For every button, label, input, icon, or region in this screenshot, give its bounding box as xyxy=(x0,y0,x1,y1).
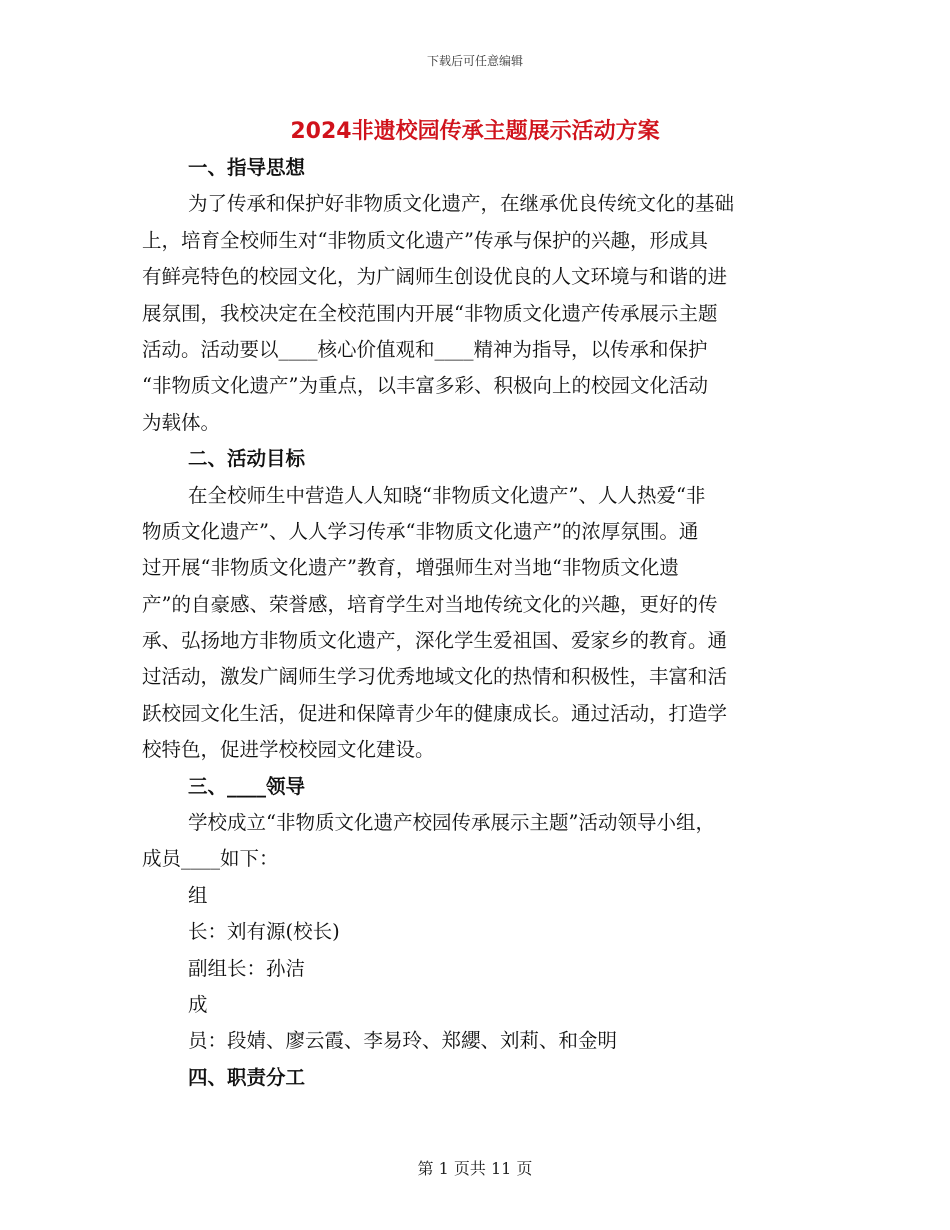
paragraph-line: 上，培育全校师生对“非物质文化遗产”传承与保护的兴趣，形成具 xyxy=(142,228,708,252)
paragraph-line: 学校成立“非物质文化遗产校园传承展示主题”活动领导小组， xyxy=(188,811,715,835)
paragraph-line: 副组长：孙洁 xyxy=(188,956,306,980)
paragraph-line: 过活动，激发广阔师生学习优秀地域文化的热情和积极性，丰富和活 xyxy=(142,665,728,689)
paragraph-line: “非物质文化遗产”为重点，以丰富多彩、积极向上的校园文化活动 xyxy=(142,374,708,398)
paragraph-line: 长：刘有源(校长) xyxy=(188,920,340,944)
paragraph-line: 承、弘扬地方非物质文化遗产，深化学生爱祖国、爱家乡的教育。通 xyxy=(142,629,728,653)
paragraph-line: 展氛围，我校决定在全校范围内开展“非物质文化遗产传承展示主题 xyxy=(142,301,718,325)
paragraph-line: 产”的自豪感、荣誉感，培育学生对当地传统文化的兴趣，更好的传 xyxy=(142,592,718,616)
section-heading: 一、指导思想 xyxy=(188,156,306,179)
page-footer: 第 1 页共 11 页 xyxy=(417,1159,533,1178)
paragraph-line: 成 xyxy=(188,992,208,1016)
paragraph-line: 在全校师生中营造人人知晓“非物质文化遗产”、人人热爱“非 xyxy=(188,483,706,507)
paragraph-line: 跃校园文化生活，促进和保障青少年的健康成长。通过活动，打造学 xyxy=(142,701,728,725)
paragraph-line: 成员____如下： xyxy=(142,847,279,871)
page-header: 下载后可任意编辑 xyxy=(426,54,523,68)
paragraph-line: 组 xyxy=(188,883,208,907)
paragraph-line: 有鲜亮特色的校园文化，为广阔师生创设优良的人文环境与和谐的进 xyxy=(142,265,728,289)
section-heading: 二、活动目标 xyxy=(188,447,306,471)
paragraph-line: 员：段婧、廖云霞、李易玲、郑纓、刘莉、和金明 xyxy=(188,1029,618,1053)
paragraph-line: 为载体。 xyxy=(142,410,221,434)
paragraph-line: 物质文化遗产”、人人学习传承“非物质文化遗产”的浓厚氛围。通 xyxy=(142,519,699,543)
paragraph-line: 为了传承和保护好非物质文化遗产，在继承优良传统文化的基础 xyxy=(188,192,735,216)
paragraph-line: 活动。活动要以____核心价值观和____精神为指导，以传承和保护 xyxy=(142,337,708,361)
paragraph-line: 过开展“非物质文化遗产”教育，增强师生对当地“非物质文化遗 xyxy=(142,556,679,580)
paragraph-line: 校特色，促进学校校园文化建设。 xyxy=(142,738,435,762)
document-title: 2024非遗校园传承主题展示活动方案 xyxy=(290,119,660,144)
document-body xyxy=(142,150,802,1096)
section-heading: 四、职责分工 xyxy=(188,1065,306,1089)
section-heading: 三、____领导 xyxy=(188,774,306,798)
